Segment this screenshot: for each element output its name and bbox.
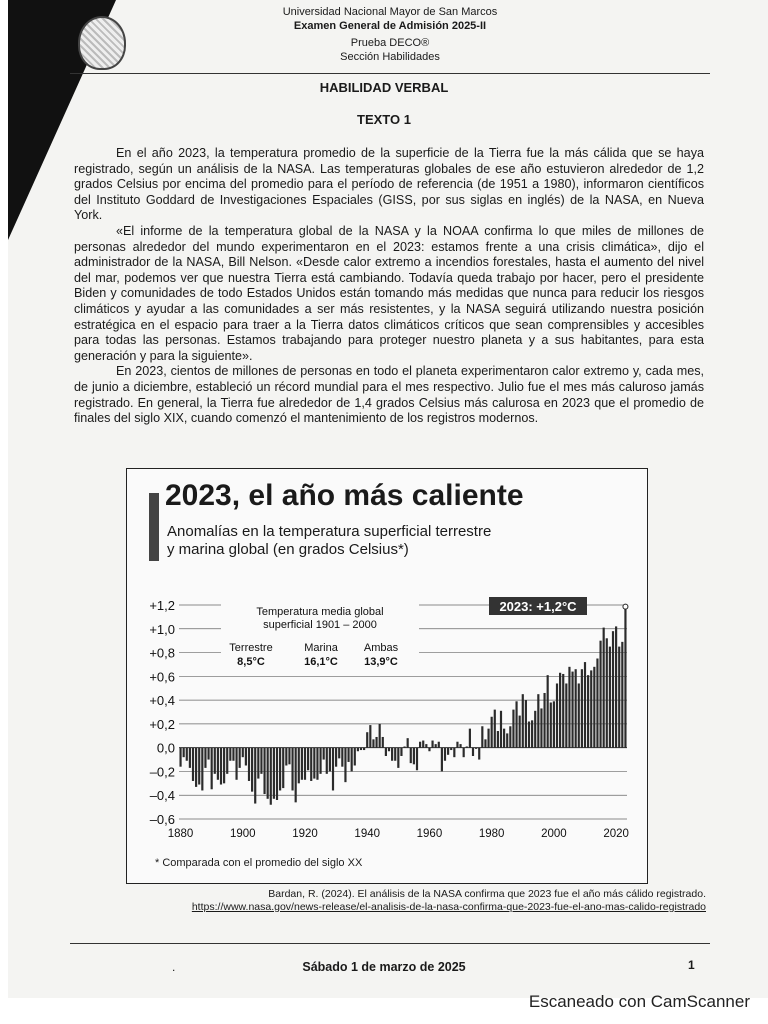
bar-2005 [568, 667, 570, 748]
bar-1935 [351, 748, 353, 772]
bar-1975 [475, 748, 477, 749]
bar-2017 [606, 638, 608, 747]
bar-1891 [214, 748, 216, 774]
bar-1893 [220, 748, 222, 785]
inset-label: Marina [304, 642, 338, 654]
bar-2012 [590, 670, 592, 747]
bar-1967 [450, 748, 452, 750]
bar-1907 [263, 748, 265, 794]
section-title: HABILIDAD VERBAL [319, 80, 449, 95]
bar-1931 [338, 748, 340, 759]
bar-1960 [428, 748, 430, 752]
footer-date: Sábado 1 de marzo de 2025 [302, 960, 466, 974]
bar-1964 [441, 748, 443, 772]
bar-2022 [621, 642, 623, 748]
bar-1990 [522, 694, 524, 748]
header-university: Universidad Nacional Mayor de San Marcos [282, 6, 498, 18]
bar-1997 [543, 693, 545, 748]
bar-1921 [307, 748, 309, 771]
bar-1934 [347, 748, 349, 762]
source-url[interactable]: https://www.nasa.gov/news-release/el-analisis-de-la-nasa-confirma-que-2023-fue-el-ano-mas-calido-registrado [191, 901, 706, 913]
y-tick-label: –0,4 [149, 788, 175, 804]
x-tick-label: 1940 [354, 828, 381, 840]
bar-1882 [186, 748, 188, 761]
paragraph-2: «El informe de la temperatura global de la NASA y la NOAA confirma lo que miles de millones de personas alrededor del mundo experimentaron en el 2023: estamos frente a una crisis climática», dijo el administrador de la NASA, Bill Nelson. «Desde calor extremo a incendios forestales, hasta el aumento del nivel del mar, podemos ver que nuestra Tierra está cambiando. Todavía queda trabajo por hacer, pero el presidente Biden y comunidades de todo Estados Unidos están tomando más medidas que nunca para reducir los riesgos climáticos y ayudar a las comunidades a ser más resistentes, y la NASA seguirá utilizando nuestra posición estratégica en el espacio para traer a la Tierra datos climáticos críticos que sean comprensibles y accesibles para todas las personas. Estamos trabajando para proteger nuestro planeta y a sus habitantes, para esta generación y para la siguiente». [74, 223, 704, 363]
figure-footnote: * Comparada con el promedio del siglo XX [155, 857, 363, 869]
x-tick-label: 2020 [603, 828, 629, 840]
bar-1906 [260, 748, 262, 774]
y-tick-label: +1,2 [149, 598, 175, 613]
bar-1900 [242, 748, 244, 758]
bar-1973 [469, 729, 471, 748]
bar-1992 [528, 722, 530, 748]
bar-1920 [304, 748, 306, 780]
anomaly-bar-chart [127, 589, 647, 851]
bar-1901 [245, 748, 247, 766]
bar-1890 [211, 748, 213, 790]
bar-1881 [183, 748, 185, 758]
bar-1999 [550, 702, 552, 747]
bar-1928 [329, 748, 331, 772]
header-exam: Examen General de Admisión 2025-II [293, 20, 487, 32]
bar-1959 [425, 744, 427, 748]
bar-1988 [515, 701, 517, 747]
bar-1981 [494, 710, 496, 748]
bar-2002 [559, 673, 561, 748]
bar-1978 [484, 739, 486, 747]
scanner-watermark: Escaneado con CamScanner [528, 992, 750, 1011]
bar-2010 [584, 662, 586, 748]
bar-1919 [301, 748, 303, 780]
bar-1894 [223, 748, 225, 784]
reading-text [74, 146, 704, 427]
bar-1897 [232, 748, 234, 761]
bar-1993 [531, 720, 533, 747]
bar-1949 [394, 748, 396, 761]
bar-1968 [453, 748, 455, 758]
bar-1954 [410, 748, 412, 763]
bar-2020 [615, 626, 617, 747]
bar-1892 [217, 748, 219, 780]
bar-2001 [556, 683, 558, 747]
x-tick-label: 1920 [292, 828, 318, 840]
bar-1880 [179, 748, 181, 767]
inset-value: 8,5°C [237, 656, 265, 668]
bar-1927 [326, 748, 328, 774]
bar-1969 [456, 742, 458, 748]
inset-title-line-1: Temperatura media global [256, 606, 384, 618]
figure-subtitle [167, 523, 567, 559]
source-citation: Bardan, R. (2024). El análisis de la NASA confirma que 2023 fue el año más cálido registrado. [268, 888, 706, 900]
bar-1925 [319, 748, 321, 774]
figure-title: 2023, el año más caliente [165, 479, 524, 512]
x-tick-label: 1980 [478, 828, 505, 840]
bar-2004 [565, 683, 567, 747]
bar-1998 [547, 675, 549, 748]
bar-1979 [487, 729, 489, 748]
bar-1914 [285, 748, 287, 766]
bar-2006 [571, 672, 573, 748]
y-tick-label: –0,2 [149, 764, 175, 780]
bar-1962 [435, 744, 437, 748]
bar-2007 [575, 669, 577, 747]
y-tick-label: +0,6 [149, 669, 175, 685]
bar-1943 [375, 737, 377, 748]
bar-1903 [251, 748, 253, 792]
bar-1899 [239, 748, 241, 768]
bar-1913 [282, 748, 284, 788]
bar-1971 [463, 748, 465, 758]
bar-1909 [270, 748, 272, 805]
bar-2014 [596, 659, 598, 748]
bar-2021 [618, 647, 620, 748]
bar-2013 [593, 667, 595, 748]
inset-title-line-2: superficial 1901 – 2000 [263, 619, 377, 631]
header-section: Sección Habilidades [340, 51, 440, 63]
bar-1910 [273, 748, 275, 799]
bar-2023 [624, 609, 626, 748]
x-tick-label: 1880 [167, 828, 194, 840]
bar-1915 [288, 748, 290, 765]
bar-1966 [447, 748, 449, 755]
bar-1905 [257, 748, 259, 779]
x-tick-label: 2000 [541, 828, 567, 840]
bar-1996 [540, 708, 542, 747]
bar-1942 [372, 739, 374, 747]
bar-2015 [599, 641, 601, 748]
bar-1974 [472, 748, 474, 756]
y-tick-label: +0,2 [149, 716, 175, 732]
bar-1912 [279, 748, 281, 791]
bar-1984 [503, 729, 505, 748]
y-tick-label: 0,0 [156, 740, 175, 756]
bar-1923 [313, 748, 315, 779]
annotation-label: 2023: +1,2°C [499, 599, 577, 614]
bar-1939 [363, 748, 365, 750]
bar-1888 [204, 748, 206, 768]
bar-1956 [416, 748, 418, 771]
bar-1946 [385, 748, 387, 756]
bar-1937 [357, 748, 359, 752]
inset-label: Ambas [363, 642, 399, 654]
bar-1933 [344, 748, 346, 782]
bar-2018 [609, 647, 611, 748]
bar-1985 [506, 733, 508, 747]
inset-value: 13,9°C [364, 656, 398, 668]
bar-1941 [369, 725, 371, 748]
x-tick-label: 1960 [416, 828, 443, 840]
bar-1947 [388, 748, 390, 752]
bar-1884 [192, 748, 194, 781]
bar-1961 [431, 741, 433, 748]
bar-1917 [295, 748, 297, 803]
bar-1898 [235, 748, 237, 780]
bar-1885 [195, 748, 197, 787]
bar-1980 [491, 717, 493, 748]
page-number: 1 [688, 958, 695, 972]
figure-subtitle-line-1: Anomalías en la temperatura superficial terrestre [167, 523, 492, 540]
bar-1953 [407, 738, 409, 748]
bar-1895 [226, 748, 228, 774]
text-title: TEXTO 1 [357, 112, 411, 127]
bar-2009 [581, 669, 583, 747]
x-tick-label: 1900 [229, 828, 256, 840]
bar-1950 [397, 748, 399, 768]
bar-1994 [534, 711, 536, 748]
bar-1908 [267, 748, 269, 799]
bar-2011 [587, 675, 589, 748]
bar-1936 [354, 748, 356, 766]
bar-1945 [382, 737, 384, 748]
footer-divider [70, 943, 710, 944]
bar-1977 [481, 726, 483, 747]
paragraph-3: En 2023, cientos de millones de personas en todo el planeta experimentaron calor extremo y, cada mes, de junio a diciembre, estableció un récord mundial para el mes respectivo. Julio fue el mes más caluroso jamás registrado. En general, la Tierra fue alrededor de 1,4 grados Celsius más calurosa en 2023 que el promedio de finales del siglo XIX, cuando comenzó el mantenimiento de los registros modernos. [74, 364, 704, 426]
bar-2003 [562, 674, 564, 748]
bar-2000 [553, 701, 555, 747]
bar-1955 [413, 748, 415, 765]
bar-1889 [207, 748, 209, 760]
university-seal-logo [78, 16, 126, 70]
temperature-figure [126, 468, 648, 884]
bar-1930 [335, 748, 337, 767]
bar-1944 [379, 724, 381, 748]
footer-dot: . [172, 960, 176, 974]
bar-1926 [323, 748, 325, 760]
bar-1989 [519, 716, 521, 748]
bar-1957 [419, 742, 421, 748]
bar-2019 [612, 631, 614, 748]
bar-1883 [189, 748, 191, 768]
y-tick-label: +0,8 [149, 645, 175, 661]
y-tick-label: –0,6 [149, 812, 175, 827]
bar-1938 [360, 748, 362, 750]
bar-1982 [497, 731, 499, 748]
bar-1958 [422, 741, 424, 748]
bar-1952 [403, 746, 405, 747]
bar-1976 [478, 748, 480, 760]
bar-1951 [400, 748, 402, 756]
bar-1918 [298, 748, 300, 784]
bar-1995 [537, 694, 539, 748]
bar-1940 [366, 732, 368, 747]
bar-1983 [500, 711, 502, 748]
inset-value: 16,1°C [304, 656, 338, 668]
title-accent-bar [149, 493, 159, 561]
bar-2016 [603, 628, 605, 748]
bar-1904 [254, 748, 256, 804]
bar-1896 [229, 748, 231, 761]
figure-subtitle-line-2: y marina global (en grados Celsius*) [167, 541, 409, 558]
bar-1887 [201, 748, 203, 791]
header-divider [70, 73, 710, 74]
bar-1970 [459, 744, 461, 748]
bar-1911 [276, 748, 278, 800]
header-test: Prueba DECO® [350, 37, 430, 49]
bar-1965 [444, 748, 446, 761]
bar-1948 [391, 748, 393, 761]
bar-1986 [509, 726, 511, 747]
bar-1902 [248, 748, 250, 781]
bar-1987 [512, 710, 514, 748]
bar-1886 [198, 748, 200, 785]
paragraph-1: En el año 2023, la temperatura promedio de la superficie de la Tierra fue la más cálida que se haya registrado, según un análisis de la NASA. Las temperaturas globales de ese año estuvieron alrededor de 1,2 grados Celsius por encima del promedio para el período de referencia (de 1951 a 1980), informaron científicos del Instituto Goddard de Investigaciones Espaciales (GISS, por sus siglas en inglés) de la NASA, en Nueva York. [74, 146, 704, 223]
bar-1963 [438, 742, 440, 748]
bar-2008 [578, 683, 580, 747]
bar-1924 [316, 748, 318, 780]
bar-1922 [310, 748, 312, 781]
y-tick-label: +1,0 [149, 621, 175, 637]
annotation-marker [623, 604, 628, 609]
bar-1932 [341, 748, 343, 767]
y-tick-label: +0,4 [149, 693, 175, 709]
bar-1991 [525, 700, 527, 748]
bar-1916 [291, 748, 293, 791]
inset-label: Terrestre [229, 642, 273, 654]
bar-1972 [466, 746, 468, 747]
bar-1929 [332, 748, 334, 791]
